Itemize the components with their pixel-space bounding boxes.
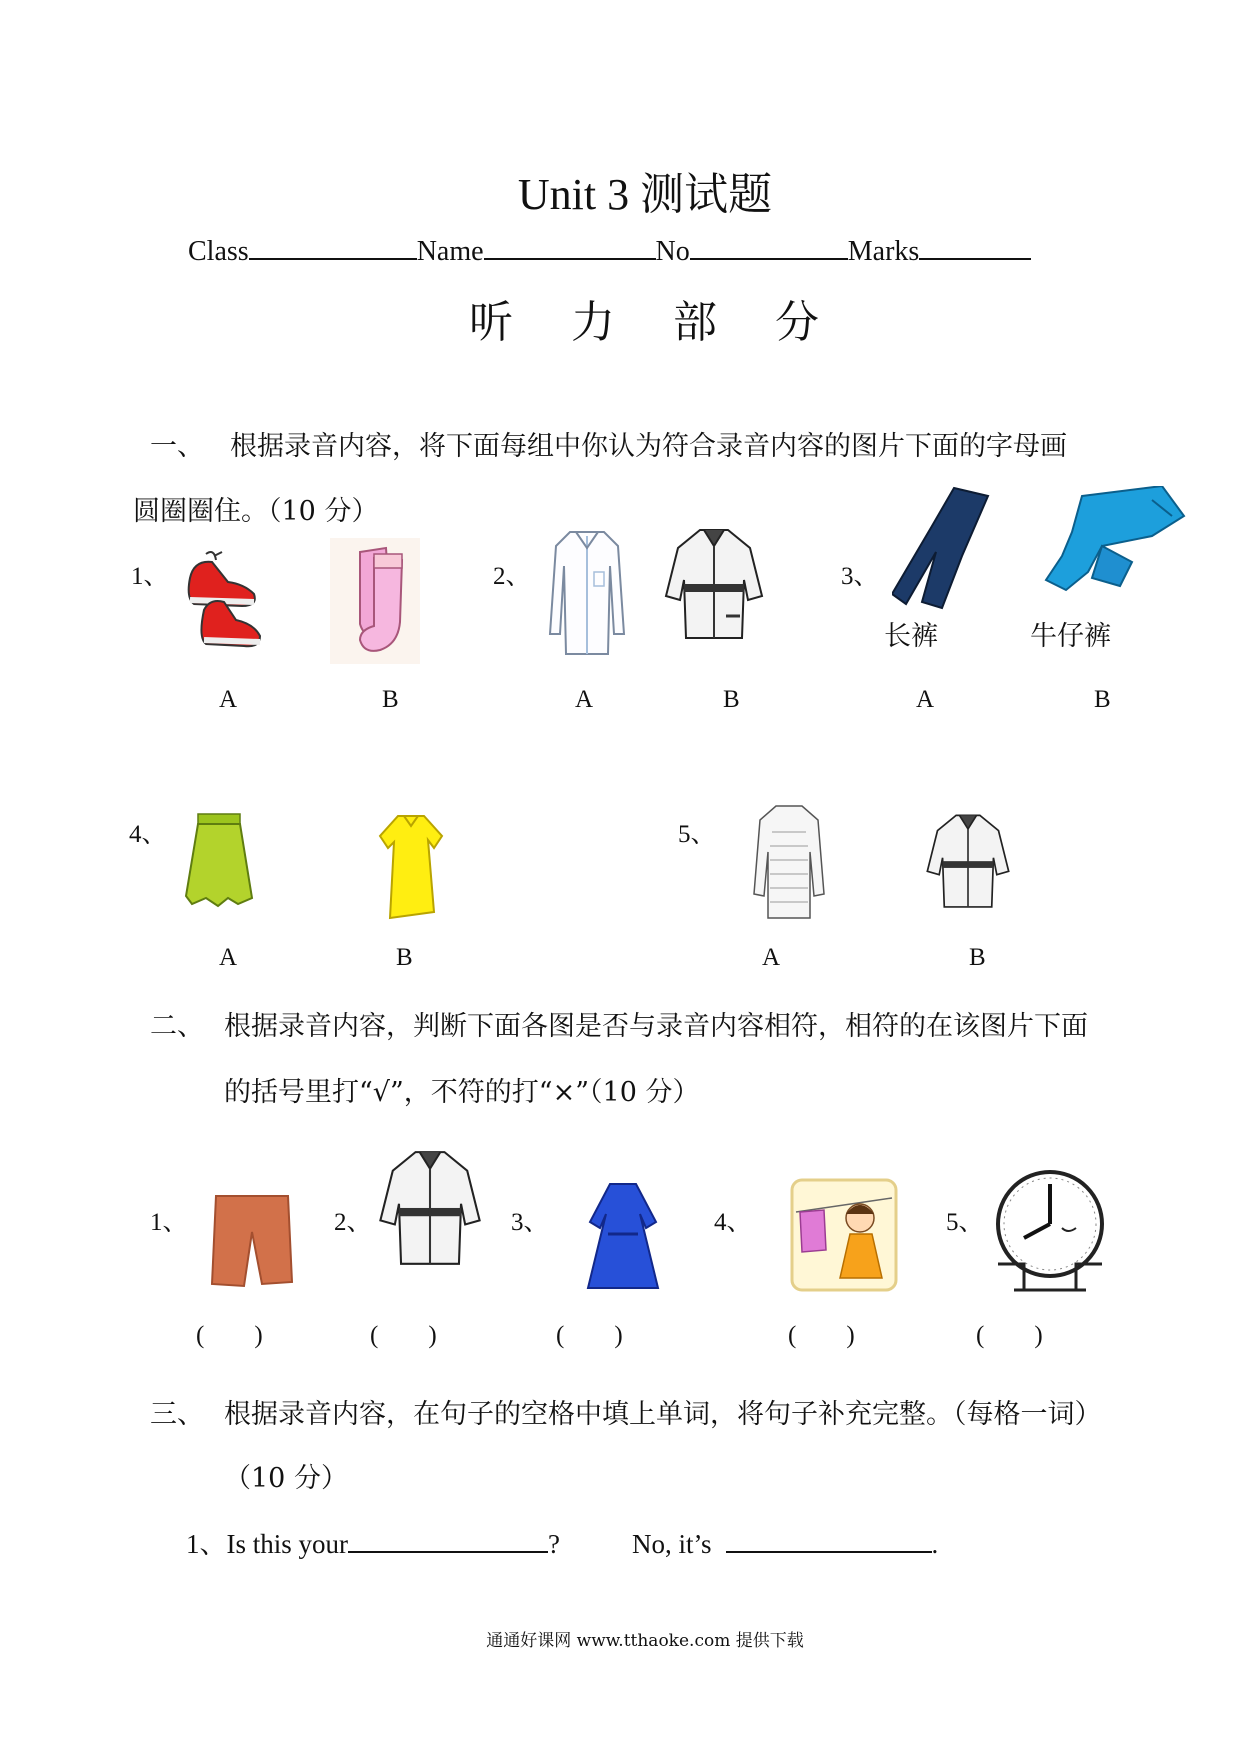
option-letter-a[interactable]: A [575,686,594,713]
answer-paren[interactable]: ( ) [976,1322,1043,1349]
option-letter-a[interactable]: A [219,686,238,713]
option-letter-b[interactable]: B [723,686,740,713]
no-field[interactable] [690,232,848,260]
sentence-1-start: 1、Is this your [186,1529,348,1559]
footer: 通通好课网 www.tthaoke.com 提供下载 [486,1631,804,1651]
item-number: 4、 [129,821,167,848]
student-info [188,232,1031,268]
answer-blank[interactable] [726,1527,932,1553]
dress-icon [586,1182,660,1292]
option-letter-a[interactable]: A [219,944,238,971]
shorts-icon [210,1192,294,1288]
item-number: 1、 [131,563,169,590]
class-label: Class [188,236,249,267]
sweater-icon [752,802,826,920]
answer-paren[interactable]: ( ) [556,1322,623,1349]
item-number: 4、 [714,1209,752,1236]
jacket-icon [664,526,764,644]
clock-icon [984,1168,1120,1294]
sentence-1-reply: No, it’s [631,1529,712,1559]
jeans-icon [1042,486,1188,598]
answer-blank[interactable] [348,1527,548,1553]
part3-instruction-line2: （10 分） [224,1463,348,1494]
jacket-icon [920,812,1016,912]
part2-number: 二、 [150,1011,204,1042]
marks-field[interactable] [919,232,1031,260]
class-field[interactable] [249,232,417,260]
answer-paren[interactable]: ( ) [196,1322,263,1349]
girl-laundry-icon [790,1178,898,1292]
answer-paren[interactable]: ( ) [370,1322,437,1349]
marks-label: Marks [847,236,920,267]
option-letter-b[interactable]: B [396,944,413,971]
item-number: 2、 [493,563,531,590]
name-label: Name [416,236,484,267]
item-number: 5、 [946,1209,984,1236]
option-letter-b[interactable]: B [969,944,986,971]
option-letter-b[interactable]: B [382,686,399,713]
option-letter-b[interactable]: B [1094,686,1111,713]
part3-number: 三、 [150,1399,204,1430]
item-number: 2、 [334,1209,372,1236]
item-number: 5、 [678,821,716,848]
part3-instruction-line1: 根据录音内容，在句子的空格中填上单词，将句子补充完整。（每格一词） [224,1399,1102,1430]
sentence-1 [186,1522,938,1561]
item-number: 3、 [841,563,879,590]
jacket-icon [378,1148,482,1270]
socks-icon [330,538,420,664]
part1-instruction-line1: 根据录音内容，将下面每组中你认为符合录音内容的图片下面的字母画 [230,431,1067,462]
caption-trousers: 长裤 [884,621,938,652]
sneakers-icon [184,548,266,658]
shirt-icon [548,526,626,658]
question-mark: ? [548,1529,560,1559]
no-label: No [655,236,690,267]
period: . [931,1529,939,1559]
option-letter-a[interactable]: A [916,686,935,713]
dress-icon [376,812,446,922]
item-number: 3、 [511,1209,549,1236]
trousers-icon [892,486,992,612]
answer-paren[interactable]: ( ) [788,1322,855,1349]
part1-number: 一、 [150,431,204,462]
name-field[interactable] [484,232,656,260]
section-heading: 听 力 部 分 [469,297,821,348]
caption-jeans: 牛仔裤 [1030,621,1111,652]
skirt-icon [184,812,254,908]
item-number: 1、 [150,1209,188,1236]
option-letter-a[interactable]: A [762,944,781,971]
part2-instruction-line1: 根据录音内容，判断下面各图是否与录音内容相符，相符的在该图片下面 [224,1011,1088,1042]
part2-instruction-line2: 的括号里打“√”，不符的打“×”（10 分） [224,1077,700,1108]
page-title: Unit 3 测试题 [517,170,773,219]
part1-instruction-line2: 圆圈圈住。（10 分） [133,496,379,527]
